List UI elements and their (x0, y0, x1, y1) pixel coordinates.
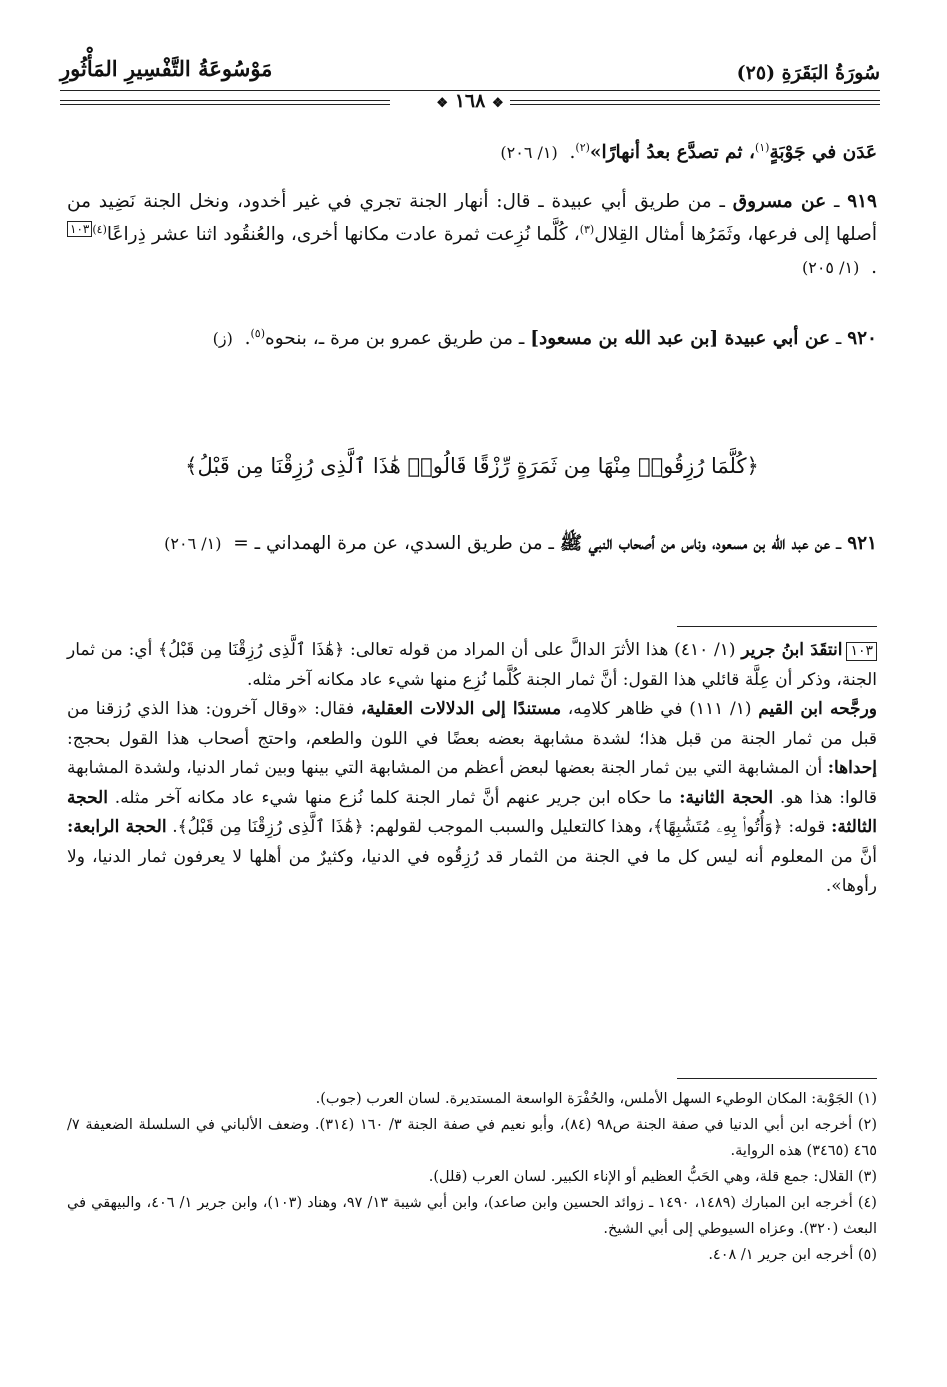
entry-text: ـ من طريق أبي عبيدة ـ قال: أنهار الجنة تجري في غير أخدود، ونخل الجنة نَضِيد من أصلها إلى فرعها، وثَمَرُها أمثال القِلال (67, 191, 877, 245)
commentary-number-box: ١٠٣ (846, 642, 877, 661)
continuation-text: عَدَن في جَوْبَةٍ (769, 142, 877, 163)
entry-dash: ـ (835, 328, 842, 349)
page-number-group (405, 90, 535, 112)
footnote: (٤) أخرجه ابن المبارك (١٤٨٩، ١٤٩٠ ـ زوائد الحسين وابن صاعد)، وابن أبي شيبة ١٣/ ٩٧، وهناد (١٠٣)، وابن جرير ١/ ٤٠٦، والبيهقي في البعث (٣٢٠). وعزاه السيوطي إلى أبي الشيخ. (67, 1195, 877, 1237)
entry-dash: ـ (833, 191, 840, 212)
commentary-text: (١/ ١١١) في ظاهر كلامِه، (561, 699, 759, 719)
commentary-text: ما حكاه ابن جرير عنهم أنَّ ثمار الجنة كلما نُزع منها شيء عاد مكانه آخر مثله. (107, 787, 680, 808)
footnote-marker: (٢) (575, 140, 590, 154)
entry-text: ـ من طريق السدي، عن مرة الهمداني ـ = (233, 533, 560, 554)
footnote: (٣) القلال: جمع قلة، وهي الحَبُّ العظيم أو الإناء الكبير. لسان العرب (قلل). (428, 1169, 877, 1185)
source-reference: (ز) (212, 329, 233, 348)
footnote-marker: (١) (754, 140, 770, 154)
footnote-marker: (٥) (250, 326, 265, 340)
quran-verse-heading: ﴿كُلَّمَا رُزِقُوا۟ مِنْهَا مِن ثَمَرَةٍ رِّزْقًا قَالُوا۟ هَٰذَا ٱلَّذِى رُزِقْنَا مِن قَبْلُ﴾ (185, 454, 759, 478)
entry-number: ٩١٩ (847, 191, 877, 212)
footnote-marker: (٤) (92, 222, 107, 236)
footnote: (٥) أخرجه ابن جرير ١/ ٤٠٨. (708, 1247, 877, 1263)
book-title: مَوْسُوعَةُ التَّفْسِيرِ المَأْثُورِ (60, 56, 273, 81)
argument-label: الحجة الرابعة: (67, 817, 167, 837)
ornament-icon: ❖ (491, 96, 504, 111)
footnote: (٢) أخرجه ابن أبي الدنيا في صفة الجنة ص٩٨ (٨٤)، وأبو نعيم في صفة الجنة ٣/ ١٦٠ (٣١٤). وضعف الألباني في السلسلة الضعيفة ٧/ ٤٦٥ (٣٤٦٥) هذه الرواية. (67, 1117, 877, 1159)
continuation-paragraph (67, 136, 877, 169)
commentary-text: أن المشابهة التي بين ثمار الجنة بعضها لبعض أعظم من المشابهة التي بينها وبين ثمار الدنيا، ولشدة المشابهة قالوا: هذا هو. (67, 758, 877, 808)
commentary-text: قوله: ﴿وَأُتُوا۟ بِهِۦ مُتَشَٰبِهًا﴾، وهذا كالتعليل والسبب الموجب لقولهم: ﴿هَٰذَا ٱلَّذِى رُزِقْنَا مِن قَبْلُ﴾. (166, 817, 832, 837)
argument-label: الحجة الثانية: (679, 787, 774, 808)
narrator-name: عن عبد الله بن مسعود، وناس من أصحاب النبي ﷺ (559, 533, 830, 554)
source-reference: (١/ ٢٠٦) (164, 534, 222, 553)
running-header (60, 54, 880, 116)
header-double-rule-left (60, 100, 390, 105)
entry-920 (67, 322, 877, 355)
commentary-heading: ورجَّحه ابن القيم (758, 699, 877, 719)
header-double-rule-right (510, 100, 880, 105)
entry-919 (67, 185, 877, 284)
commentary-block (67, 636, 877, 902)
source-reference: (١/ ٢٠٦) (500, 143, 558, 162)
section-divider (677, 626, 877, 627)
footnotes (67, 1086, 877, 1268)
narrator-name: عن مسروق (732, 191, 827, 212)
argument-label: إحداها: (827, 758, 877, 778)
continuation-text: ، ثم تصدَّع بعدُ أنهارًا» (589, 142, 755, 163)
commentary-text: فقال: «وقال آخرون: هذا الذي رُزقنا من قبل من ثمار الجنة من قبل هذا؛ لشدة مشابهة بعضه بعضًا في اللون والطعم، واحتج أصحاب هذا القول بحجج: (67, 699, 877, 749)
entry-number: ٩٢١ (847, 533, 877, 554)
narrator-name: عن أبي عبيدة [بن عبد الله بن مسعود] (530, 328, 830, 349)
punctuation: . (871, 257, 877, 278)
page-number: ١٦٨ (454, 90, 486, 112)
commentary-link-box[interactable]: ١٠٣ (67, 221, 92, 237)
commentary-heading: انتقَدَ ابنُ جرير (741, 640, 843, 660)
entry-number: ٩٢٠ (847, 328, 877, 349)
entry-text: ـ من طريق عمرو بن مرة ـ، بنحوه (265, 328, 531, 349)
surah-heading: سُورَةُ البَقَرَةِ (٢٥) (736, 62, 880, 84)
entry-text: ، كُلَّما نُزِعت ثمرة عادت مكانها أخرى، والعُنقُود اثنا عشر ذِراعًا (106, 224, 580, 245)
footnotes-divider (677, 1078, 877, 1079)
argument-label: الحجة الثالثة: (67, 787, 877, 837)
entry-dash: ـ (835, 533, 842, 554)
source-reference: (١/ ٢٠٥) (801, 258, 860, 277)
punctuation: . (569, 142, 576, 163)
commentary-text: أنَّ من المعلوم أنه ليس كل ما في الجنة من الثمار قد رُزِقُوه في الدنيا، وكثيرٌ من أهلها لا يعرفون ثمار الدنيا، ولا رأوها». (67, 846, 877, 896)
commentary-text: (١/ ٤١٠) هذا الأثرَ الدالَّ على أن المراد من قوله تعالى: ﴿هَٰذَا ٱلَّذِى رُزِقْنَا مِن قَبْلُ﴾ أي: من ثمار الجنة، وذكر أن عِلَّة قائلي هذا القول: أنَّ ثمار الجنة كُلَّما نُزِع منها شيء عاد مكانه آخر مثله. (67, 640, 877, 690)
commentary-paragraph (67, 695, 877, 902)
footnote-marker: (٣) (579, 222, 595, 236)
ornament-icon: ❖ (436, 96, 449, 111)
punctuation: . (244, 328, 251, 349)
footnote: (١) الجَوْبة: المكان الوطيء السهل الأملس، والحُفْرَة الواسعة المستديرة. لسان العرب (جوب). (315, 1091, 877, 1107)
commentary-paragraph (67, 636, 877, 695)
entry-921 (67, 527, 877, 560)
commentary-emphasis: مستندًا إلى الدلالات العقلية، (360, 699, 562, 719)
